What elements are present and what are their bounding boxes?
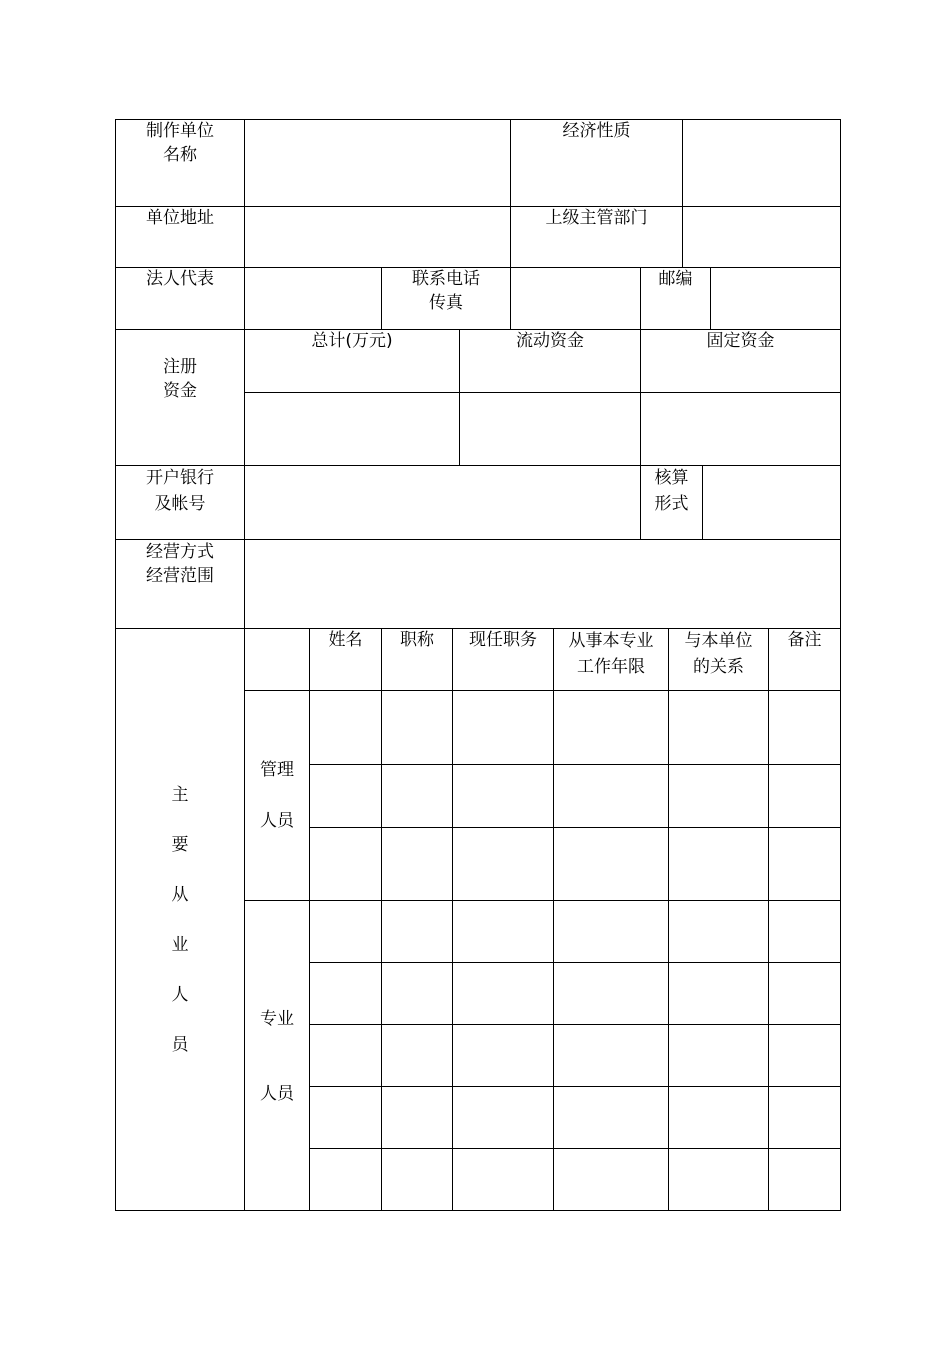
label-accounting-form: 核算 形式: [654, 468, 689, 514]
label-management: 人员: [260, 811, 294, 831]
label-management: 管理: [260, 760, 294, 780]
header-years: 从事本专业 工作年限: [568, 631, 654, 677]
contact-field[interactable]: [511, 268, 640, 329]
header-floating-capital: 流动资金: [516, 331, 584, 351]
label-staff-char: 主: [171, 785, 189, 805]
accounting-form-field[interactable]: [703, 466, 840, 539]
business-scope-field[interactable]: [245, 540, 840, 628]
header-remark: 备注: [787, 630, 822, 650]
capital-total-field[interactable]: [245, 393, 459, 465]
label-superior-dept: 上级主管部门: [545, 208, 648, 228]
label-professional: 专业: [260, 1009, 294, 1029]
superior-dept-field[interactable]: [683, 207, 840, 267]
header-relation: 与本单位 的关系: [684, 631, 753, 677]
economic-nature-field[interactable]: [683, 120, 840, 206]
label-staff-char: 业: [171, 935, 189, 955]
label-professional: 人员: [260, 1084, 294, 1104]
legal-rep-field[interactable]: [245, 268, 381, 329]
label-unit-name: 制作单位 名称: [146, 121, 214, 165]
unit-name-field[interactable]: [245, 120, 510, 206]
header-fixed-capital: 固定资金: [706, 331, 775, 351]
border-right: [840, 119, 841, 1211]
label-registered-capital: 注册 资金: [163, 357, 197, 401]
header-title: 职称: [400, 630, 434, 650]
label-staff-char: 员: [171, 1035, 189, 1055]
border-bottom: [115, 1210, 841, 1211]
label-contact: 联系电话 传真: [412, 269, 480, 313]
address-field[interactable]: [245, 207, 510, 267]
label-staff-char: 要: [171, 835, 189, 855]
header-name: 姓名: [328, 630, 363, 650]
label-staff-char: 人: [171, 985, 189, 1005]
label-postcode: 邮编: [658, 269, 693, 289]
postcode-field[interactable]: [711, 268, 840, 329]
label-legal-rep: 法人代表: [146, 269, 214, 289]
label-staff-char: 从: [171, 885, 189, 905]
professional-staff-grid[interactable]: [310, 901, 840, 1210]
fixed-capital-field[interactable]: [641, 393, 840, 465]
management-staff-grid[interactable]: [310, 691, 840, 900]
label-business-scope: 经营方式 经营范围: [146, 542, 214, 586]
label-address: 单位地址: [146, 208, 214, 228]
bank-account-field[interactable]: [245, 466, 640, 539]
floating-capital-field[interactable]: [460, 393, 640, 465]
header-position: 现任职务: [469, 630, 537, 650]
header-capital-total: 总计(万元): [311, 331, 393, 351]
label-bank-account: 开户银行 及帐号: [146, 468, 214, 514]
label-economic-nature: 经济性质: [562, 121, 631, 141]
